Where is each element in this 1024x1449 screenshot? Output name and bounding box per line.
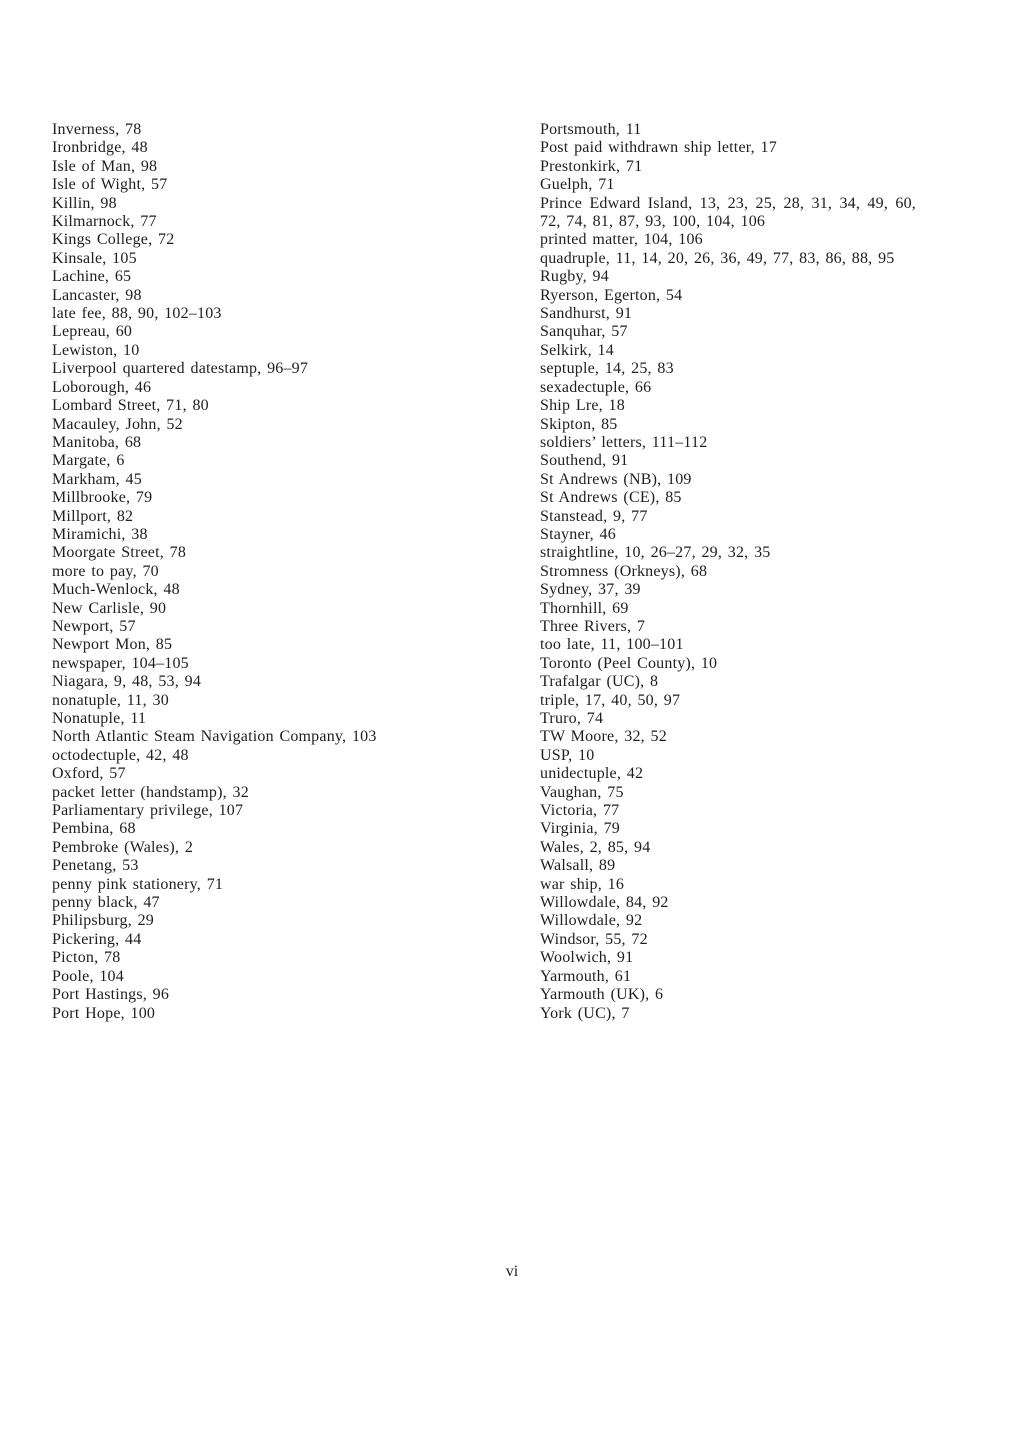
index-entry: Millbrooke, 79 [52, 489, 153, 507]
index-entry: soldiers’ letters, 111–112 [540, 433, 708, 451]
index-entry: Miramichi, 38 [52, 525, 148, 543]
index-entry: Selkirk, 14 [540, 341, 614, 359]
index-entry: Prince Edward Island, 13, 23, 25, 28, 31, 34, 49, 60, 72, 74, 81, 87, 93, 100, 104, 106 [540, 194, 916, 231]
index-entry: newspaper, 104–105 [52, 654, 189, 672]
index-entry: York (UC), 7 [540, 1004, 630, 1022]
index-entry: Southend, 91 [540, 452, 629, 470]
index-entry: Guelph, 71 [540, 176, 615, 194]
index-entry: Virginia, 79 [540, 820, 620, 838]
index-entry: Port Hastings, 96 [52, 986, 170, 1004]
index-entry: Victoria, 77 [540, 802, 620, 820]
index-entry: Moorgate Street, 78 [52, 544, 187, 562]
index-entry: Lombard Street, 71, 80 [52, 397, 209, 415]
index-entry: triple, 17, 40, 50, 97 [540, 691, 681, 709]
index-entry: war ship, 16 [540, 875, 625, 893]
index-entry: octodectuple, 42, 48 [52, 746, 189, 764]
index-entry: Lepreau, 60 [52, 323, 133, 341]
index-entry: Millport, 82 [52, 507, 134, 525]
index-entry: Picton, 78 [52, 949, 121, 967]
index-entry: Toronto (Peel County), 10 [540, 654, 718, 672]
index-entry: Trafalgar (UC), 8 [540, 673, 659, 691]
index-entry: packet letter (handstamp), 32 [52, 783, 249, 801]
index-entry: New Carlisle, 90 [52, 599, 167, 617]
index-entry: Poole, 104 [52, 967, 124, 985]
index-entry: nonatuple, 11, 30 [52, 691, 169, 709]
index-entry: St Andrews (CE), 85 [540, 489, 682, 507]
index-entry: Pickering, 44 [52, 930, 142, 948]
index-entry: Kilmarnock, 77 [52, 213, 157, 231]
index-entry: Newport, 57 [52, 617, 136, 635]
index-entry: Stanstead, 9, 77 [540, 507, 648, 525]
index-entry: Yarmouth (UK), 6 [540, 986, 664, 1004]
index-entry: straightline, 10, 26–27, 29, 32, 35 [540, 544, 771, 562]
index-entry: Isle of Wight, 57 [52, 176, 168, 194]
index-entry: Lachine, 65 [52, 268, 132, 286]
index-entry: Windsor, 55, 72 [540, 930, 648, 948]
index-entry: Sanquhar, 57 [540, 323, 628, 341]
index-entry: North Atlantic Steam Navigation Company, 103 [52, 728, 377, 746]
index-entry: Much-Wenlock, 48 [52, 581, 180, 599]
index-entry: TW Moore, 32, 52 [540, 728, 667, 746]
index-column-left [52, 121, 492, 1023]
index-entry: Markham, 45 [52, 470, 142, 488]
index-entry: Ship Lre, 18 [540, 397, 625, 415]
index-entry: Pembroke (Wales), 2 [52, 838, 194, 856]
index-entry: Nonatuple, 11 [52, 710, 147, 727]
index-entry: Yarmouth, 61 [540, 967, 632, 985]
index-entry: Three Rivers, 7 [540, 617, 646, 635]
index-entry: Sandhurst, 91 [540, 305, 633, 323]
index-entry: Margate, 6 [52, 452, 125, 470]
index-entry: Pembina, 68 [52, 820, 136, 838]
index-entry: Penetang, 53 [52, 857, 139, 875]
index-entry: Prestonkirk, 71 [540, 157, 643, 175]
index-entry: Lewiston, 10 [52, 341, 140, 359]
index-entry: Macauley, John, 52 [52, 415, 183, 433]
index-entry: penny black, 47 [52, 894, 160, 912]
index-entry: printed matter, 104, 106 [540, 231, 703, 249]
index-entry: unidectuple, 42 [540, 765, 644, 783]
index-entry: Port Hope, 100 [52, 1004, 156, 1022]
index-entry: USP, 10 [540, 746, 595, 764]
index-entry: Liverpool quartered datestamp, 96–97 [52, 360, 309, 378]
index-entry: too late, 11, 100–101 [540, 636, 684, 654]
index-entry: Rugby, 94 [540, 268, 609, 286]
index-entry: Sydney, 37, 39 [540, 581, 641, 599]
index-entry: Truro, 74 [540, 710, 604, 727]
index-entry: Niagara, 9, 48, 53, 94 [52, 673, 202, 691]
index-column-right [540, 121, 916, 1023]
index-entry: Isle of Man, 98 [52, 157, 158, 175]
index-entry: Skipton, 85 [540, 415, 618, 433]
index-entry: Killin, 98 [52, 194, 117, 212]
index-entry: Thornhill, 69 [540, 599, 629, 617]
index-entry: Vaughan, 75 [540, 783, 624, 801]
index-entry: Woolwich, 91 [540, 949, 634, 967]
index-entry: Willowdale, 92 [540, 912, 643, 930]
index-entry: Newport Mon, 85 [52, 636, 173, 654]
index-entry: Philipsburg, 29 [52, 912, 154, 930]
index-entry: Lancaster, 98 [52, 286, 142, 304]
index-entry: Kinsale, 105 [52, 249, 137, 267]
index-entry: late fee, 88, 90, 102–103 [52, 305, 222, 323]
index-entry: penny pink stationery, 71 [52, 875, 224, 893]
index-entry: Post paid withdrawn ship letter, 17 [540, 139, 777, 157]
index-entry: Walsall, 89 [540, 857, 616, 875]
index-entry: Stromness (Orkneys), 68 [540, 562, 708, 580]
page-number: vi [505, 1263, 519, 1280]
index-entry: Wales, 2, 85, 94 [540, 838, 651, 856]
index-entry: Stayner, 46 [540, 525, 616, 543]
index-entry: quadruple, 11, 14, 20, 26, 36, 49, 77, 83, 86, 88, 95 [540, 249, 895, 267]
index-entry: more to pay, 70 [52, 562, 159, 580]
index-entry: Kings College, 72 [52, 231, 175, 249]
index-entry: Inverness, 78 [52, 121, 142, 138]
index-entry: sexadectuple, 66 [540, 378, 652, 396]
index-entry: St Andrews (NB), 109 [540, 470, 692, 488]
index-entry: Ironbridge, 48 [52, 139, 148, 157]
index-entry: septuple, 14, 25, 83 [540, 360, 674, 378]
index-entry: Oxford, 57 [52, 765, 126, 783]
index-entry: Portsmouth, 11 [540, 121, 642, 138]
index-entry: Willowdale, 84, 92 [540, 894, 669, 912]
index-entry: Parliamentary privilege, 107 [52, 802, 244, 820]
index-entry: Loborough, 46 [52, 378, 152, 396]
index-entry: Manitoba, 68 [52, 433, 142, 451]
index-entry: Ryerson, Egerton, 54 [540, 286, 683, 304]
